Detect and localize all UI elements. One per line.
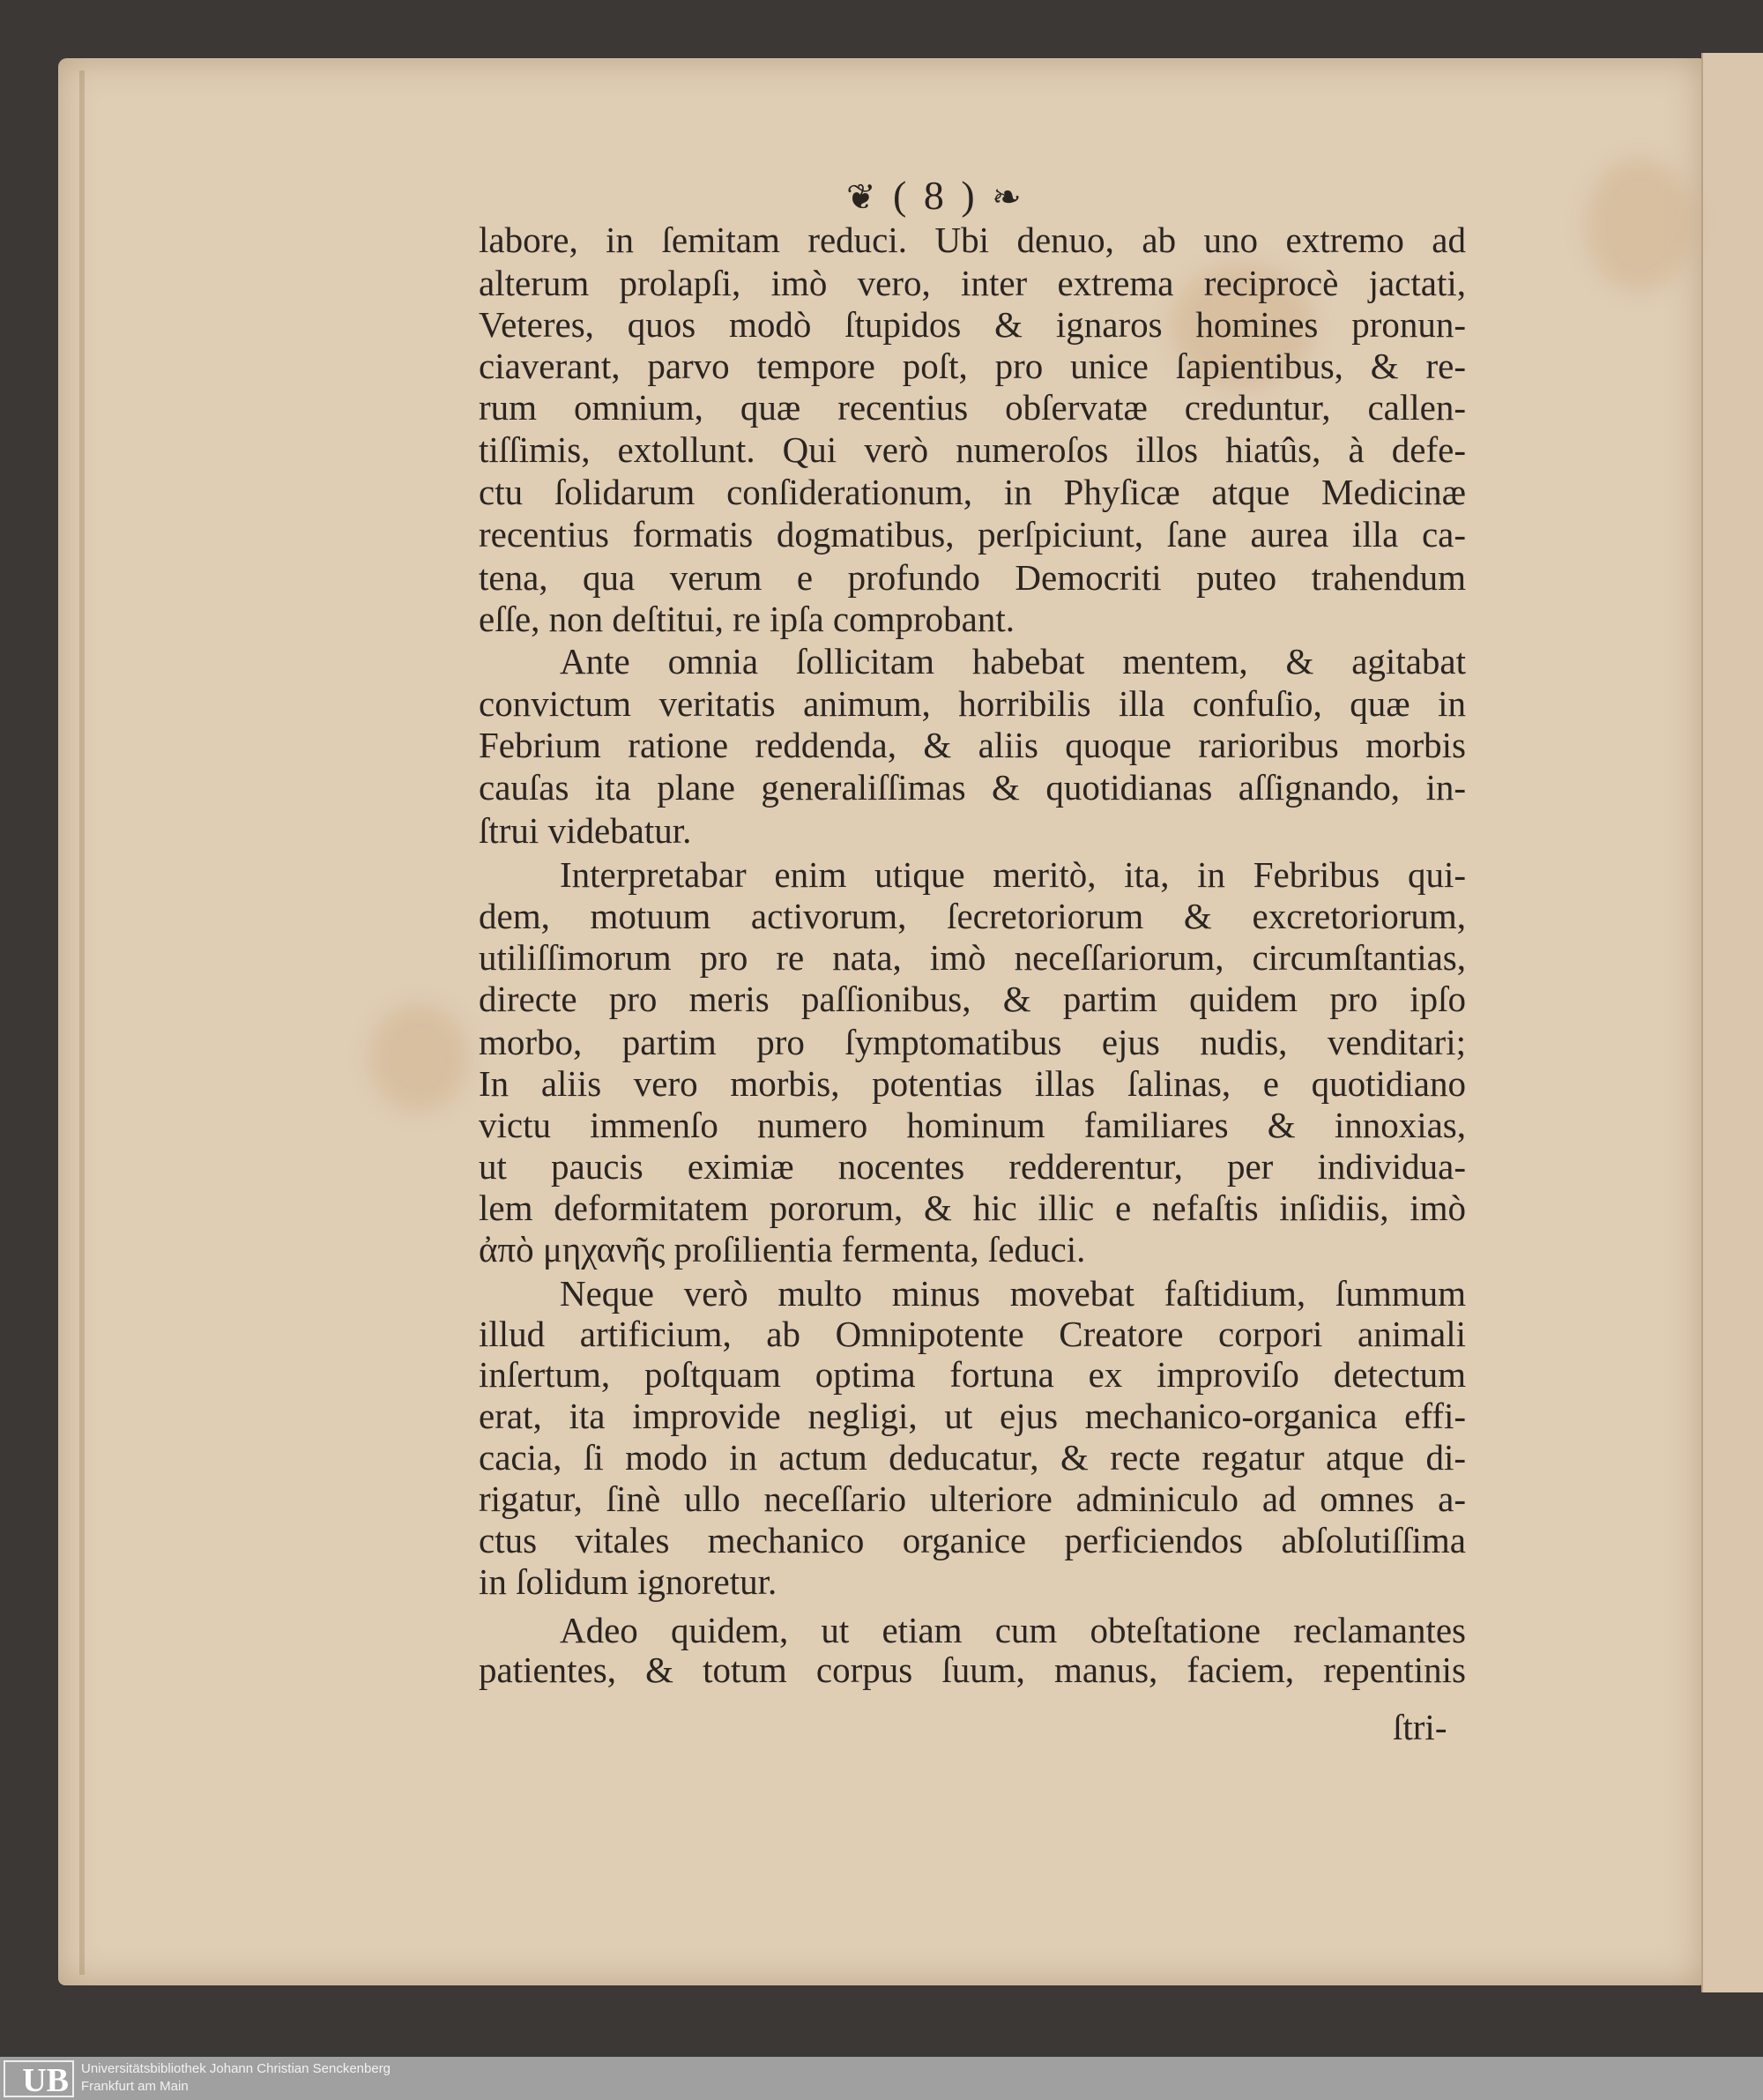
text-line: in ſolidum ignoretur. [479,1561,777,1602]
facing-page-edge [1701,53,1763,1992]
text-line: ciaverant, parvo tempore poſt, pro unice ſapientibus, & re- [479,346,1466,386]
text-line: morbo, partim pro ſymptomatibus ejus nudis, venditari; [479,1022,1466,1062]
text-line: rigatur, ſinè ullo neceſſario ulteriore adminiculo ad omnes a- [479,1478,1466,1519]
text-line: illud artificium, ab Omnipotente Creatore corpori animali [479,1314,1466,1354]
text-line: cauſas ita plane generaliſſimas & quotidianas aſſignando, in- [479,767,1466,808]
text-line: victu immenſo numero hominum familiares & innoxias, [479,1105,1466,1145]
ornament-icon: ❦ [846,177,880,217]
text-line: alterum prolapſi, imò vero, inter extrema reciprocè jactati, [479,263,1466,303]
stain [1587,159,1692,291]
text-line: inſertum, poſtquam optima fortuna ex improviſo detectum [479,1354,1466,1395]
text-line: labore, in ſemitam reduci. Ubi denuo, ab uno extremo ad [479,220,1466,260]
text-line: eſſe, non deſtitui, re ipſa comprobant. [479,599,1015,639]
text-line: rum omnium, quæ recentius obſervatæ creduntur, callen- [479,387,1466,428]
text-line: ἀπὸ μηχανῆς proſilientia fermenta, ſeduci. [479,1229,1086,1270]
text-line: recentius formatis dogmatibus, perſpiciunt, ſane aurea illa ca- [479,514,1466,555]
text-line: utiliſſimorum pro re nata, imò neceſſariorum, circumſtantias, [479,937,1466,978]
text-line: directe pro meris paſſionibus, & partim quidem pro ipſo [479,979,1466,1019]
library-name: Universitätsbibliothek Johann Christian Senckenberg [81,2061,391,2076]
page-header [846,172,1025,219]
text-line: Neque verò multo minus movebat faſtidium, ſummum [560,1273,1466,1314]
text-line: convictum veritatis animum, horribilis illa confuſio, quæ in [479,683,1466,724]
text-line: Interpretabar enim utique meritò, ita, in Febribus qui- [560,854,1466,895]
text-line: Adeo quidem, ut etiam cum obteſtatione reclamantes [560,1610,1466,1650]
text-line: ctus vitales mechanico organice perficiendos abſolutiſſima [479,1520,1466,1560]
page-number: ( 8 ) [893,173,978,218]
text-line: ut paucis eximiæ nocentes redderentur, per individua- [479,1146,1466,1187]
text-line: cacia, ſi modo in actum deducatur, & recte regatur atque di- [479,1437,1466,1478]
catchword: ſtri- [1393,1707,1447,1747]
text-line: erat, ita improvide negligi, ut ejus mechanico-organica effi- [479,1396,1466,1436]
text-line: Febrium ratione reddenda, & aliis quoque rarioribus morbis [479,725,1466,765]
text-line: ſtrui videbatur. [479,810,692,851]
library-city: Frankfurt am Main [81,2079,189,2094]
text-line: dem, motuum activorum, ſecretoriorum & excretoriorum, [479,896,1466,936]
page-edge [79,71,85,1975]
text-line: Veteres, quos modò ſtupidos & ignaros homines pronun- [479,304,1466,345]
ub-logo: UB [4,2060,74,2097]
ornament-icon: ❧ [992,177,1025,217]
stain [370,1005,467,1111]
text-line: ctu ſolidarum conſiderationum, in Phyſicæ atque Medicinæ [479,472,1466,512]
text-line: patientes, & totum corpus ſuum, manus, faciem, repentinis [479,1649,1466,1690]
text-line: Ante omnia ſollicitam habebat mentem, & agitabat [560,641,1466,681]
text-line: lem deformitatem pororum, & hic illic e nefaſtis inſidiis, imò [479,1188,1466,1228]
text-line: tena, qua verum e profundo Democriti puteo trahendum [479,557,1466,598]
text-line: tiſſimis, extollunt. Qui verò numeroſos illos hiatûs, à defe- [479,429,1466,470]
text-line: In aliis vero morbis, potentias illas ſalinas, e quotidiano [479,1063,1466,1104]
